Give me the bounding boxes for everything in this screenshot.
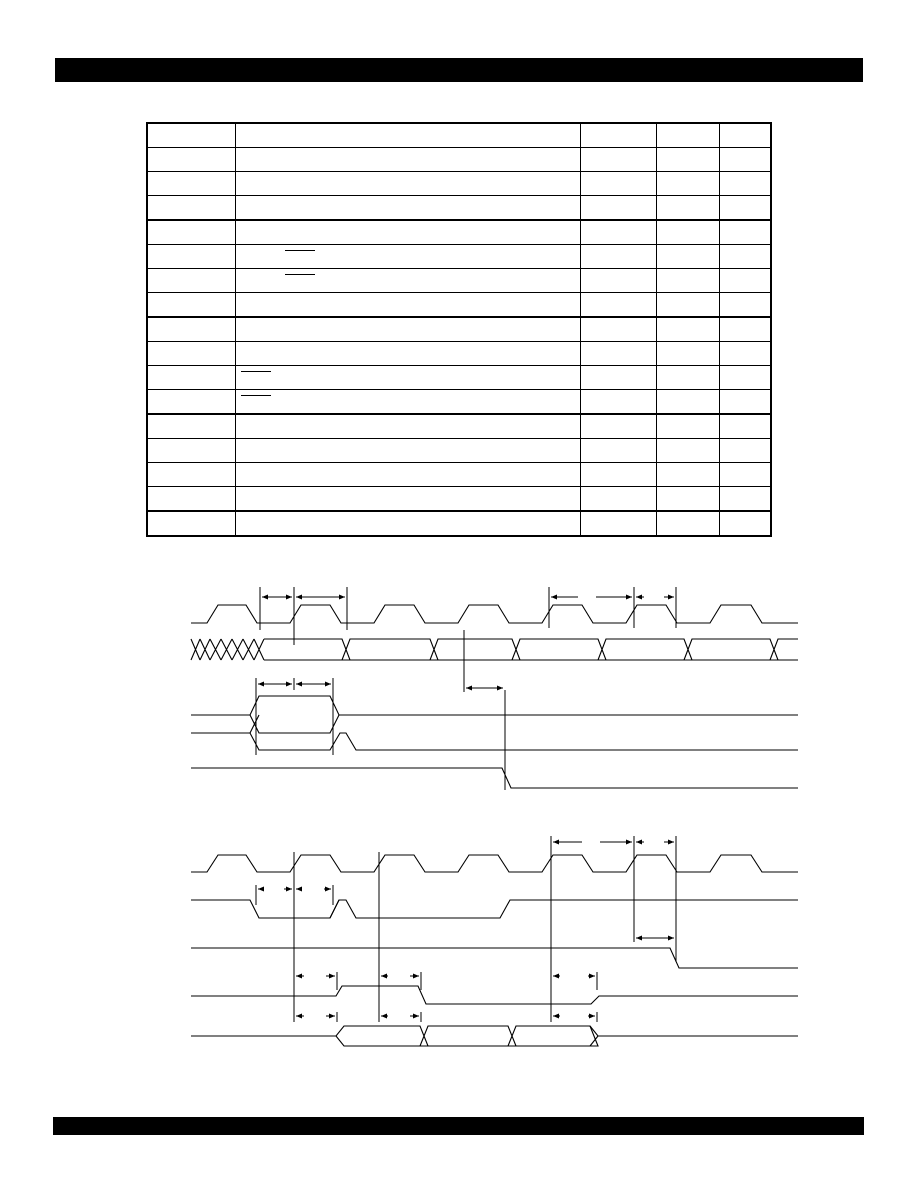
table-cell xyxy=(719,511,771,536)
table-row xyxy=(147,172,771,196)
table-cell xyxy=(656,245,719,269)
output-signal-1 xyxy=(191,768,798,788)
table-cell xyxy=(719,293,771,318)
table-cell xyxy=(235,390,580,415)
active-low-overline xyxy=(241,395,271,408)
table-cell xyxy=(656,269,719,293)
control-signal-2a xyxy=(191,900,798,918)
table-cell xyxy=(147,196,235,221)
table-body xyxy=(147,123,771,536)
output-signal-2 xyxy=(191,948,798,968)
table-cell xyxy=(235,196,580,221)
table-cell xyxy=(147,123,235,148)
table-row xyxy=(147,414,771,439)
table-cell xyxy=(235,342,580,366)
table-row xyxy=(147,366,771,390)
table-cell xyxy=(235,511,580,536)
footer-bar xyxy=(53,1117,864,1135)
clock-signal-2 xyxy=(191,855,798,872)
table-cell xyxy=(656,148,719,172)
table-cell xyxy=(147,148,235,172)
table-cell xyxy=(580,148,656,172)
table-cell xyxy=(235,439,580,463)
table-cell xyxy=(147,487,235,512)
table-cell xyxy=(719,342,771,366)
table-cell xyxy=(719,148,771,172)
ac-characteristics-table xyxy=(146,122,772,537)
timing-arrowheads-2 xyxy=(258,840,674,1019)
table-row xyxy=(147,245,771,269)
table-cell xyxy=(719,439,771,463)
table-cell xyxy=(147,463,235,487)
table-cell xyxy=(235,269,580,293)
header-bar xyxy=(55,58,863,82)
table-cell xyxy=(719,245,771,269)
table-cell xyxy=(656,414,719,439)
table-cell xyxy=(656,342,719,366)
table-cell xyxy=(580,317,656,342)
data-bus-2 xyxy=(191,1026,798,1046)
table-row xyxy=(147,511,771,536)
table-cell xyxy=(656,196,719,221)
table-row xyxy=(147,269,771,293)
table-cell xyxy=(147,414,235,439)
table-cell xyxy=(656,172,719,196)
table-cell xyxy=(235,463,580,487)
table-cell xyxy=(719,220,771,245)
table-cell xyxy=(580,293,656,318)
table-cell xyxy=(656,439,719,463)
table-cell xyxy=(235,293,580,318)
active-low-overline xyxy=(285,274,315,287)
table-cell xyxy=(580,172,656,196)
table-cell xyxy=(147,342,235,366)
table-cell xyxy=(235,220,580,245)
table-cell xyxy=(656,487,719,512)
table-row xyxy=(147,487,771,512)
table-cell xyxy=(719,414,771,439)
table-cell xyxy=(580,366,656,390)
table-cell xyxy=(656,317,719,342)
control-signal-1a xyxy=(191,696,798,733)
timing-markers-2 xyxy=(256,836,676,1022)
table-row xyxy=(147,439,771,463)
table-cell xyxy=(235,366,580,390)
table-cell xyxy=(719,487,771,512)
table-cell xyxy=(147,439,235,463)
table-cell xyxy=(719,196,771,221)
table-cell xyxy=(580,463,656,487)
table-cell xyxy=(580,511,656,536)
table-cell xyxy=(580,390,656,415)
table-cell xyxy=(235,123,580,148)
table-cell xyxy=(580,123,656,148)
table-cell xyxy=(656,463,719,487)
table-cell xyxy=(656,511,719,536)
table-cell xyxy=(147,390,235,415)
clock-signal-1 xyxy=(191,605,798,623)
table-cell xyxy=(656,366,719,390)
table-row xyxy=(147,342,771,366)
table-cell xyxy=(580,414,656,439)
table-cell xyxy=(656,123,719,148)
table-cell xyxy=(235,317,580,342)
table-row xyxy=(147,220,771,245)
table-cell xyxy=(719,172,771,196)
table-cell xyxy=(719,269,771,293)
table-cell xyxy=(147,317,235,342)
table-cell xyxy=(147,511,235,536)
timing-markers-1 xyxy=(256,587,676,790)
timing-diagram-1 xyxy=(0,580,918,800)
table-cell xyxy=(235,172,580,196)
table-cell xyxy=(719,390,771,415)
table-cell xyxy=(235,245,580,269)
table-cell xyxy=(147,366,235,390)
table-cell xyxy=(235,414,580,439)
active-low-overline xyxy=(241,371,271,384)
table-cell xyxy=(656,390,719,415)
table-cell xyxy=(719,366,771,390)
table-cell xyxy=(580,439,656,463)
table-row xyxy=(147,196,771,221)
table-cell xyxy=(580,220,656,245)
table-cell xyxy=(147,172,235,196)
address-bus-1 xyxy=(191,639,798,660)
table-cell xyxy=(580,196,656,221)
timing-diagram-2 xyxy=(0,830,918,1050)
table-cell xyxy=(235,148,580,172)
table-cell xyxy=(147,293,235,318)
table-cell xyxy=(580,487,656,512)
active-low-overline xyxy=(285,250,315,263)
table-cell xyxy=(656,293,719,318)
table-cell xyxy=(719,317,771,342)
table-cell xyxy=(719,123,771,148)
table-cell xyxy=(147,269,235,293)
table-row xyxy=(147,317,771,342)
control-signal-2b xyxy=(191,986,798,1004)
table-cell xyxy=(719,463,771,487)
table-cell xyxy=(656,220,719,245)
table-row xyxy=(147,390,771,415)
table-row xyxy=(147,123,771,148)
table-cell xyxy=(580,342,656,366)
table-cell xyxy=(235,487,580,512)
table-cell xyxy=(147,245,235,269)
table-row xyxy=(147,293,771,318)
table-cell xyxy=(147,220,235,245)
table-row xyxy=(147,463,771,487)
table-cell xyxy=(580,269,656,293)
table-cell xyxy=(580,245,656,269)
table-row xyxy=(147,148,771,172)
